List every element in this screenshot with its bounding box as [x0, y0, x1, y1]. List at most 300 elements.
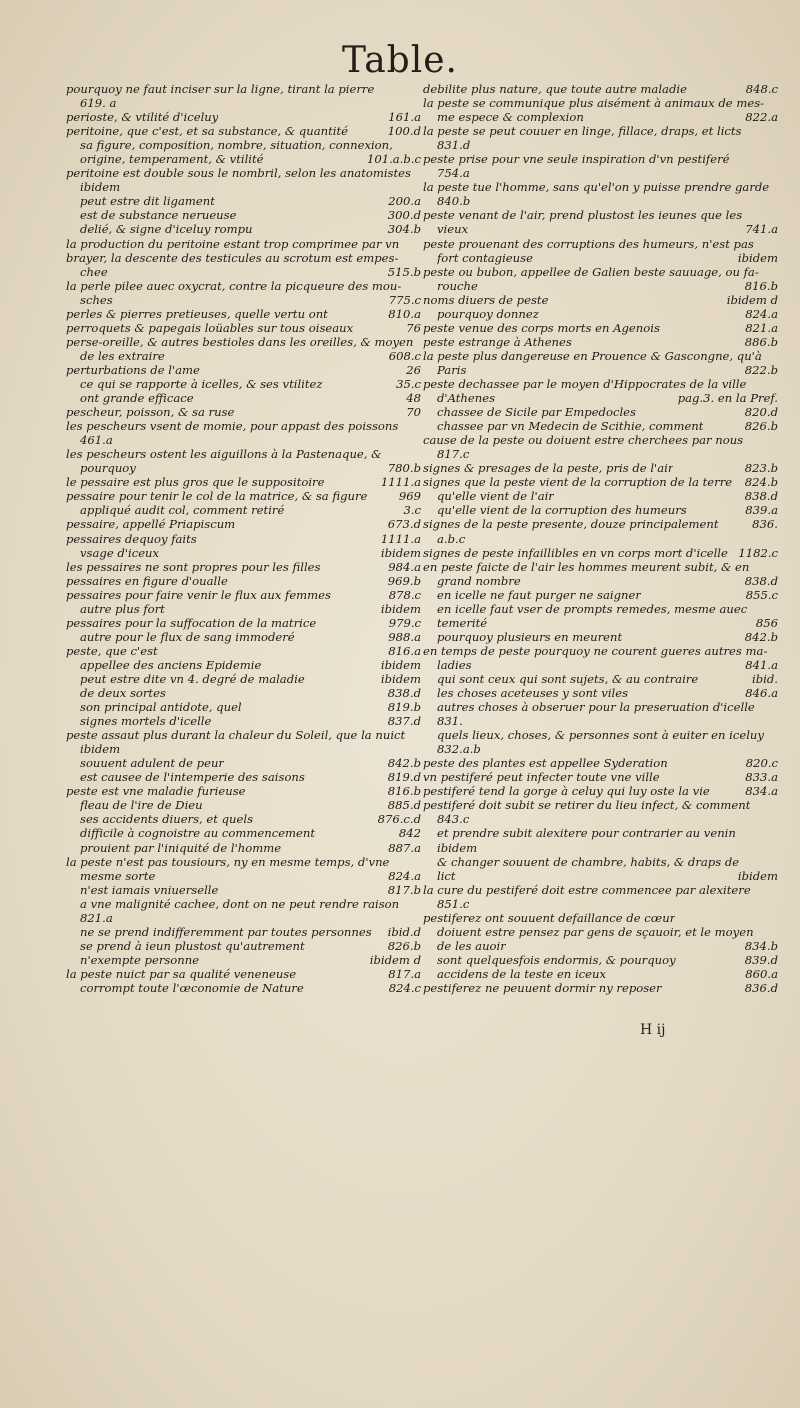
entry-reference: 969 — [398, 489, 421, 504]
index-entry — [423, 714, 778, 728]
index-entry — [66, 349, 421, 363]
index-entry — [423, 742, 778, 756]
index-entry — [423, 138, 778, 152]
entry-text: ibidem — [80, 742, 121, 757]
entry-text: peste venue des corps morts en Agenois — [423, 320, 660, 335]
index-entry — [423, 405, 778, 419]
index-entry — [66, 841, 421, 855]
index-entry — [423, 307, 778, 321]
entry-text: peste dechassee par le moyen d'Hippocrates de la ville — [423, 376, 747, 391]
index-entry — [66, 869, 421, 883]
entry-text: la peste plus dangereuse en Prouence & Gascongne, qu'à — [423, 348, 762, 363]
index-entry — [423, 194, 778, 208]
entry-text: son principal antidote, quel — [80, 700, 242, 715]
index-entry — [66, 953, 421, 967]
index-entry — [66, 756, 421, 770]
index-entry — [423, 602, 778, 616]
index-entry — [66, 124, 421, 138]
entry-text: peut estre dit ligament — [80, 194, 215, 209]
entry-reference: 833.a — [745, 770, 778, 785]
entry-reference: 824.a — [388, 868, 421, 883]
index-entry — [423, 279, 778, 293]
entry-text: pestiferez ne peuuent dormir ny reposer — [423, 981, 662, 995]
index-entry — [66, 222, 421, 236]
index-entry — [66, 405, 421, 419]
entry-text: qu'elle vient de la corruption des humeurs — [437, 503, 687, 518]
index-entry — [423, 883, 778, 897]
entry-reference: 101.a.b.c — [366, 152, 421, 167]
entry-reference: 820.d — [744, 405, 778, 420]
entry-text: perioste, & vtilité d'iceluy — [66, 110, 219, 125]
entry-text: peritoine, que c'est, et sa substance, & quantité — [66, 124, 348, 139]
entry-reference: 775.c — [388, 292, 421, 307]
entry-text: accidens de la teste en iceux — [437, 966, 607, 981]
entry-text: la peste nuict par sa qualité veneneuse — [66, 966, 297, 981]
index-entry — [423, 180, 778, 194]
index-entry — [423, 489, 778, 503]
entry-reference: ibidem — [737, 250, 778, 265]
entry-text: pestiferé doit subit se retirer du lieu infect, & comment — [423, 798, 751, 813]
entry-text: temerité — [437, 615, 488, 630]
entry-text: qui sont ceux qui sont sujets, & au contraire — [437, 671, 699, 686]
entry-text: 461.a — [80, 433, 113, 448]
index-entry — [66, 742, 421, 756]
entry-reference: 304.b — [387, 222, 421, 237]
index-entry — [66, 265, 421, 279]
entry-text: et prendre subit alexitere pour contrarier au venin — [437, 826, 736, 841]
entry-text: fleau de l'ire de Dieu — [80, 798, 203, 813]
index-entry — [423, 293, 778, 307]
entry-reference: 855.c — [745, 587, 778, 602]
index-entry — [423, 237, 778, 251]
index-entry — [66, 517, 421, 531]
index-entry — [66, 251, 421, 265]
index-entry — [66, 546, 421, 560]
entry-text: lict — [437, 868, 456, 883]
index-entry — [66, 630, 421, 644]
index-entry — [423, 447, 778, 461]
entry-text: sont quelquesfois endormis, & pourquoy — [437, 952, 676, 967]
entry-text: la peste se peut couuer en linge, fillace, draps, et licts — [423, 124, 742, 139]
index-entry — [423, 152, 778, 166]
entry-text: ont grande efficace — [80, 391, 194, 406]
entry-text: les pescheurs vsent de momie, pour appast des poissons — [66, 419, 399, 434]
entry-reference: 826.b — [744, 419, 778, 434]
entry-reference: 821.a — [745, 320, 778, 335]
entry-reference: 100.d — [387, 124, 421, 139]
index-entry — [66, 138, 421, 152]
index-entry — [423, 686, 778, 700]
entry-reference: 848.c — [745, 82, 778, 96]
entry-reference: ibidem d — [726, 292, 778, 307]
entry-reference: 842.b — [744, 629, 778, 644]
entry-text: signes de la peste presente, douze principalement — [423, 517, 719, 532]
index-entry — [423, 475, 778, 489]
entry-text: ibidem — [80, 180, 121, 195]
index-entry — [66, 96, 421, 110]
entry-reference: ibidem — [380, 601, 421, 616]
index-entry — [66, 981, 421, 995]
entry-reference: 1111.a — [380, 531, 421, 546]
entry-reference: 824.c — [388, 981, 421, 995]
index-entry — [66, 826, 421, 840]
entry-text: la peste se communique plus aisément à animaux de mes- — [423, 96, 765, 111]
entry-reference: 824.a — [745, 306, 778, 321]
entry-reference: 822.b — [744, 362, 778, 377]
index-entry — [66, 532, 421, 546]
index-entry — [66, 391, 421, 405]
entry-reference: 76 — [406, 320, 421, 335]
page-title: Table. — [342, 40, 458, 81]
entry-text: noms diuers de peste — [423, 292, 549, 307]
entry-reference: ibidem — [737, 868, 778, 883]
index-entry — [66, 335, 421, 349]
entry-text: vn pestiferé peut infecter toute vne ville — [423, 770, 660, 785]
entry-text: peste des plantes est appellee Syderation — [423, 756, 668, 771]
entry-text: 831. — [437, 714, 463, 729]
index-entry — [423, 798, 778, 812]
entry-reference: 887.a — [388, 840, 421, 855]
index-entry — [423, 574, 778, 588]
entry-text: perles & pierres pretieuses, quelle vertu ont — [66, 306, 328, 321]
entry-reference: 817.b — [387, 882, 421, 897]
entry-reference: 26 — [406, 362, 421, 377]
index-entry — [423, 546, 778, 560]
entry-reference: 820.c — [745, 756, 778, 771]
entry-text: signes de peste infaillibles en vn corps mort d'icelle — [423, 545, 728, 560]
entry-reference: 826.b — [387, 938, 421, 953]
entry-text: chee — [80, 264, 108, 279]
entry-text: origine, temperament, & vtilité — [80, 152, 264, 167]
entry-text: ibidem — [437, 840, 478, 855]
entry-text: appellee des anciens Epidemie — [80, 657, 262, 672]
entry-text: debilite plus nature, que toute autre maladie — [423, 82, 687, 96]
entry-text: mesme sorte — [80, 868, 156, 883]
entry-text: souuent adulent de peur — [80, 756, 224, 771]
index-entry — [66, 363, 421, 377]
entry-text: quels lieux, choses, & personnes sont à euiter en iceluy — [437, 728, 764, 743]
left-column — [66, 82, 421, 995]
entry-reference: ibid. — [752, 671, 778, 686]
entry-reference: 1182.c — [738, 545, 778, 560]
index-entry — [66, 588, 421, 602]
index-entry — [423, 770, 778, 784]
entry-reference: 878.c — [388, 587, 421, 602]
index-entry — [66, 770, 421, 784]
entry-text: corrompt toute l'œconomie de Nature — [80, 981, 304, 995]
index-entry — [423, 110, 778, 124]
entry-reference: 823.b — [744, 461, 778, 476]
entry-text: ses accidents diuers, et quels — [80, 812, 254, 827]
entry-text: signes & presages de la peste, pris de l'air — [423, 461, 674, 476]
index-entry — [66, 658, 421, 672]
entry-text: en icelle ne faut purger ne saigner — [437, 587, 641, 602]
entry-text: pourquoy ne faut inciser sur la ligne, tirant la pierre — [66, 82, 375, 96]
index-entry — [423, 208, 778, 222]
entry-text: en icelle faut vser de prompts remedes, mesme auec — [437, 601, 748, 616]
index-entry — [66, 321, 421, 335]
entry-text: pourquoy plusieurs en meurent — [437, 629, 623, 644]
entry-text: 831.d — [437, 138, 471, 153]
entry-text: signes que la peste vient de la corruption de la terre — [423, 475, 733, 490]
index-entry — [423, 588, 778, 602]
entry-text: les pescheurs ostent les aiguillons à la Pastenaque, & — [66, 447, 382, 462]
index-entry — [423, 461, 778, 475]
index-entry — [66, 700, 421, 714]
index-entry — [66, 307, 421, 321]
entry-reference: 816.b — [744, 278, 778, 293]
index-entry — [66, 82, 421, 96]
entry-text: vieux — [437, 222, 469, 237]
entry-text: pessaires pour faire venir le flux aux femmes — [66, 587, 331, 602]
index-entry — [423, 391, 778, 405]
entry-text: perse-oreille, & autres bestioles dans les oreilles, & moyen — [66, 334, 414, 349]
entry-text: peste, que c'est — [66, 643, 158, 658]
entry-reference: 836. — [752, 517, 778, 532]
entry-text: sches — [80, 292, 113, 307]
entry-text: de les auoir — [437, 938, 506, 953]
entry-reference: 876.c.d — [377, 812, 421, 827]
index-entry — [66, 883, 421, 897]
index-entry — [423, 377, 778, 391]
entry-reference: 856 — [755, 615, 778, 630]
entry-text: pourquoy donnez — [437, 306, 539, 321]
index-entry — [66, 503, 421, 517]
index-entry — [423, 925, 778, 939]
entry-reference: 846.a — [745, 686, 778, 701]
index-entry — [66, 574, 421, 588]
entry-text: 851.c — [437, 896, 470, 911]
index-entry — [423, 939, 778, 953]
entry-text: sa figure, composition, nombre, situation, connexion, — [80, 138, 393, 153]
entry-text: les choses aceteuses y sont viles — [437, 686, 629, 701]
index-entry — [66, 812, 421, 826]
entry-reference: 515.b — [387, 264, 421, 279]
entry-text: de deux sortes — [80, 686, 166, 701]
entry-text: Paris — [437, 362, 467, 377]
index-entry — [66, 180, 421, 194]
entry-text: peste ou bubon, appellee de Galien beste sauuage, ou fa- — [423, 264, 759, 279]
entry-reference: 35.c — [396, 376, 421, 391]
index-entry — [423, 124, 778, 138]
entry-text: n'exempte personne — [80, 952, 200, 967]
index-entry — [66, 489, 421, 503]
index-entry — [423, 911, 778, 925]
entry-text: grand nombre — [437, 573, 521, 588]
entry-reference: 836.d — [744, 981, 778, 995]
index-entry — [66, 237, 421, 251]
entry-reference: 822.a — [745, 110, 778, 125]
entry-reference: 979.c — [388, 615, 421, 630]
index-entry — [66, 925, 421, 939]
entry-text: n'est iamais vniuerselle — [80, 882, 219, 897]
index-entry — [66, 714, 421, 728]
index-entry — [66, 208, 421, 222]
entry-reference: 300.d — [387, 208, 421, 223]
entry-reference: 3.c — [403, 503, 421, 518]
index-entry — [423, 82, 778, 96]
entry-text: est causee de l'intemperie des saisons — [80, 770, 305, 785]
index-entry — [66, 152, 421, 166]
index-entry — [66, 461, 421, 475]
entry-reference: 969.b — [387, 573, 421, 588]
entry-reference: 988.a — [388, 629, 421, 644]
entry-reference: pag.3. en la Pref. — [677, 391, 778, 406]
index-entry — [423, 251, 778, 265]
index-entry — [66, 419, 421, 433]
entry-text: la production du peritoine estant trop comprimee par vn — [66, 236, 400, 251]
entry-text: qu'elle vient de l'air — [437, 489, 554, 504]
entry-reference: 837.d — [387, 714, 421, 729]
index-entry — [423, 841, 778, 855]
index-entry — [66, 939, 421, 953]
entry-text: me espece & complexion — [437, 110, 584, 125]
entry-reference: 838.d — [744, 573, 778, 588]
entry-reference: 1111.a — [380, 475, 421, 490]
index-entry — [423, 335, 778, 349]
entry-reference: ibidem d — [369, 952, 421, 967]
index-entry — [423, 728, 778, 742]
index-entry — [66, 475, 421, 489]
entry-reference: 200.a — [388, 194, 421, 209]
entry-text: ladies — [437, 657, 472, 672]
entry-text: autres choses à obseruer pour la preseruation d'icelle — [437, 700, 755, 715]
entry-text: & changer souuent de chambre, habits, & draps de — [437, 854, 740, 869]
index-entry — [423, 222, 778, 236]
entry-text: 619. a — [80, 96, 117, 111]
index-entry — [423, 967, 778, 981]
index-entry — [423, 349, 778, 363]
entry-reference: 860.a — [745, 966, 778, 981]
entry-text: la perle pilee auec oxycrat, contre la picqueure des mou- — [66, 278, 402, 293]
entry-text: est de substance nerueuse — [80, 208, 237, 223]
entry-text: autre plus fort — [80, 601, 165, 616]
entry-reference: 834.a — [745, 784, 778, 799]
index-entry — [423, 321, 778, 335]
index-entry — [423, 560, 778, 574]
index-entry — [423, 981, 778, 995]
index-entry — [66, 293, 421, 307]
entry-text: la peste tue l'homme, sans qu'el'on y puisse prendre garde — [423, 180, 770, 195]
index-entry — [423, 433, 778, 447]
index-entry — [66, 110, 421, 124]
entry-text: pessaires pour la suffocation de la matrice — [66, 615, 317, 630]
entry-reference: 817.a — [388, 966, 421, 981]
entry-text: en temps de peste pourquoy ne courent gueres autres ma- — [423, 643, 768, 658]
entry-text: chassee par vn Medecin de Scithie, comment — [437, 419, 704, 434]
entry-text: pestiferé tend la gorge à celuy qui luy oste la vie — [423, 784, 710, 799]
index-entry — [423, 672, 778, 686]
entry-text: se prend à ieun plustost qu'autrement — [80, 938, 305, 953]
index-entry — [66, 897, 421, 911]
entry-text: 754.a — [437, 166, 470, 181]
index-entry — [66, 194, 421, 208]
entry-text: a.b.c — [437, 531, 466, 546]
index-entry — [423, 363, 778, 377]
entry-reference: 838.d — [387, 686, 421, 701]
entry-text: 840.b — [437, 194, 471, 209]
index-entry — [423, 826, 778, 840]
entry-text: peut estre dite vn 4. degré de maladie — [80, 671, 305, 686]
entry-text: pescheur, poisson, & sa ruse — [66, 405, 235, 420]
entry-text: peste est vne maladie furieuse — [66, 784, 246, 799]
entry-reference: 984.a — [388, 559, 421, 574]
entry-text: peste prouenant des corruptions des humeurs, n'est pas — [423, 236, 754, 251]
entry-reference: 841.a — [745, 657, 778, 672]
entry-text: ne se prend indifferemment par toutes personnes — [80, 924, 372, 939]
index-entry — [66, 616, 421, 630]
entry-reference: 824.b — [744, 475, 778, 490]
entry-reference: 161.a — [388, 110, 421, 125]
index-entry — [423, 419, 778, 433]
index-entry — [66, 672, 421, 686]
index-entry — [66, 377, 421, 391]
entry-text: pourquoy — [80, 461, 136, 476]
index-entry — [66, 798, 421, 812]
entry-text: peste venant de l'air, prend plustost les ieunes que les — [423, 208, 743, 223]
index-entry — [423, 517, 778, 531]
index-entry — [66, 602, 421, 616]
index-entry — [423, 897, 778, 911]
entry-text: pessaire pour tenir le col de la matrice, & sa figure — [66, 489, 368, 504]
index-entry — [66, 911, 421, 925]
entry-reference: 842 — [398, 826, 421, 841]
index-entry — [423, 700, 778, 714]
entry-text: signes mortels d'icelle — [80, 714, 212, 729]
entry-reference: 839.a — [745, 503, 778, 518]
entry-text: de les extraire — [80, 348, 165, 363]
entry-text: la peste n'est pas tousiours, ny en mesme temps, d'vne — [66, 854, 390, 869]
entry-text: vsage d'iceux — [80, 545, 160, 560]
entry-reference: 834.b — [744, 938, 778, 953]
index-entry — [423, 265, 778, 279]
entry-text: peste prise pour vne seule inspiration d'vn pestiferé — [423, 152, 730, 167]
index-entry — [66, 279, 421, 293]
index-entry — [423, 953, 778, 967]
entry-text: autre pour le flux de sang immoderé — [80, 629, 295, 644]
entry-reference: 48 — [406, 391, 421, 406]
entry-text: 821.a — [80, 910, 113, 925]
index-entry — [423, 658, 778, 672]
index-entry — [66, 967, 421, 981]
signature-mark: H ij — [640, 1022, 666, 1038]
entry-text: pessaires dequoy faits — [66, 531, 197, 546]
entry-text: 843.c — [437, 812, 470, 827]
entry-text: pestiferez ont souuent defaillance de cœur — [423, 910, 676, 925]
entry-reference: 842.b — [387, 756, 421, 771]
entry-text: le pessaire est plus gros que le suppositoire — [66, 475, 325, 490]
entry-reference: 816.a — [388, 643, 421, 658]
right-column — [423, 82, 778, 995]
index-entry — [423, 532, 778, 546]
index-entry — [423, 756, 778, 770]
index-entry — [66, 855, 421, 869]
entry-reference: 608.c — [388, 348, 421, 363]
index-entry — [66, 447, 421, 461]
entry-text: peritoine est double sous le nombril, selon les anatomistes — [66, 166, 411, 181]
entry-reference: 741.a — [745, 222, 778, 237]
index-entry — [66, 560, 421, 574]
entry-text: 817.c — [437, 447, 470, 462]
index-entry — [423, 616, 778, 630]
entry-reference: 838.d — [744, 489, 778, 504]
entry-text: prouient par l'iniquité de l'homme — [80, 840, 282, 855]
index-entry — [66, 644, 421, 658]
index-entry — [66, 166, 421, 180]
entry-text: ce qui se rapporte à icelles, & ses vtilitez — [80, 376, 323, 391]
entry-text: peste estrange à Athenes — [423, 334, 572, 349]
entry-text: perroquets & papegais loüables sur tous oiseaux — [66, 320, 354, 335]
